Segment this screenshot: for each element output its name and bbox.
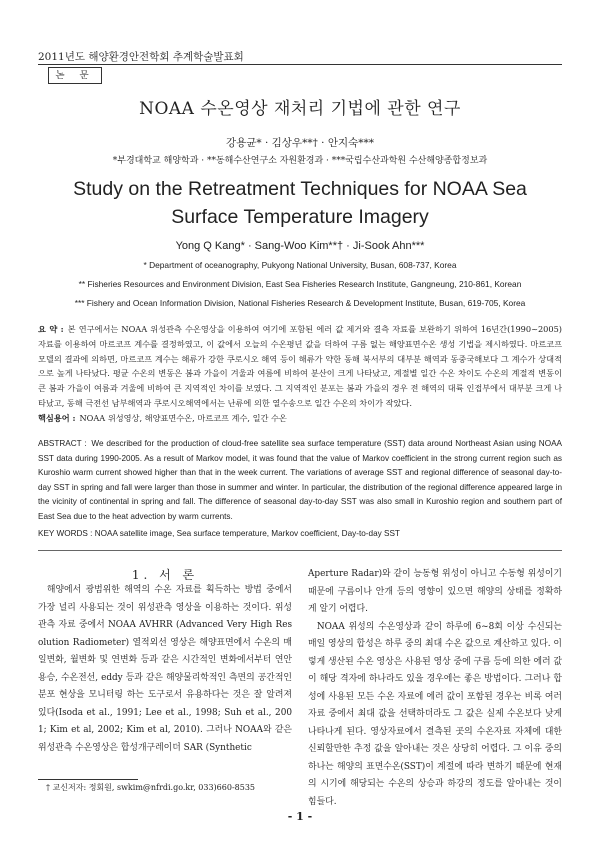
footnote-rule <box>38 779 138 780</box>
affiliation-english-2: ** Fisheries Resources and Environment Division, East Sea Fisheries Research Institute, Gangneung, 210-861, Korean <box>78 279 522 289</box>
body-right-column <box>308 566 562 811</box>
abstract-korean <box>38 322 562 411</box>
affiliation-english-1: * Department of oceanography, Pukyong National University, Busan, 608-737, Korea <box>143 260 457 270</box>
abstract-english-label: ABSTRACT : <box>38 439 87 448</box>
body-paragraph-3: NOAA 위성의 수온영상과 같이 하루에 6~8회 이상 수신되는 매일 영상의 합성은 하루 중의 최대 수온 값으로 계산하고 있다. 이렇게 생산된 수온 영상은 사용된 영상 중에 구름 등에 의한 에러 값이 해당 격자에 하나라도 있을 경우에는 좋은 방법이다. 그러나 합성에 사용된 모든 수온 자료에 에러 값이 포함된 경우는 비록 여러 자료 중에서 최대 값을 선택하더라도 그 값은 실제 수온보다 낮게 나타나게 된다. 영상자료에서 결측된 곳의 수온자료 자체에 대한 신뢰할만한 추정 값을 알아내는 것은 상당히 어렵다. 그 이유 중의 하나는 해양의 표면수온(SST)이 계절에 따라 변하기 때문에 현재의 시기에 해당되는 수온의 상승과 하강의 정도를 알아내는 것이 힘들다. <box>308 621 562 807</box>
affiliations-korean: *부경대학교 해양학과 · **동해수산연구소 자원환경과 · ***국립수산과학원 수산해양종합정보과 <box>112 156 488 166</box>
keywords-english-label: KEY WORDS : <box>38 529 93 538</box>
section-heading: 1. 서 론 <box>131 568 199 582</box>
affiliation-english-3: *** Fishery and Ocean Information Division, National Fisheries Research & Development Institute, Busan, 619-705, Korea <box>74 298 526 308</box>
authors-korean: 강용균* · 김상우**† · 안지숙*** <box>225 137 375 149</box>
keywords-korean-label: 핵심용어 : <box>38 413 76 423</box>
title-korean: NOAA 수온영상 재처리 기법에 관한 연구 <box>139 99 461 119</box>
header-rule <box>38 64 562 65</box>
conference-header: 2011년도 해양환경안전학회 추계학술발표회 <box>38 51 244 63</box>
body-paragraph-2: Aperture Radar)와 같이 능동형 위성이 아니고 수동형 위성이기 때문에 구름이나 안개 등의 영향이 있으면 해양의 상태를 정확하게 알기 어렵다. <box>308 569 562 614</box>
body-left-column <box>38 582 292 757</box>
category-badge: 논 문 <box>48 67 102 84</box>
abstract-korean-label: 요 약 : <box>38 324 64 334</box>
abstract-english-text: We described for the production of cloud-free satellite sea surface temperature (SST) data around Northeast Asian using NOAA SST data during 1990-2005. As a result of Markov model, it was found that the value of Markov coefficient in the strong current region such as Kuroshio warm current showed higher than that in the week current. The variations of average SST and regional difference of seasonal day-to-day SST in spring and fall were larger than those in summer and winter. In particular, the distribution of the regional difference appeared large in the vicinity of continental in spring and fall. The difference of seasonal day-to-day SST was also small in Kuroshio region and southern part of East Sea due to the heat advection by warm currents. <box>38 439 562 521</box>
keywords-english <box>38 529 562 538</box>
title-english: Study on the Retreatment Techniques for NOAA Sea Surface Temperature Imagery <box>73 178 527 228</box>
authors-english: Yong Q Kang* · Sang-Woo Kim**† · Ji-Sook Ahn*** <box>175 240 425 252</box>
abstract-korean-text: 본 연구에서는 NOAA 위성관측 수온영상을 이용하여 여기에 포함된 에러 값 제거와 결측 자료를 보완하기 위하여 16년간(1990~2005) 자료를 이용하여 마르코프 계수를 결정하였고, 이 값에서 오늘의 수온평년 값을 더하여 구름 없는 해양표면수온 생성 기법을 제시하였다. 마르코프 모델의 결과에 의하면, 마르코프 계수는 해류가 강한 쿠로시오 해역 등이 해류가 약한 동해 북서부의 대부분 해역과 동중국해보다 그 계수가 상대적으로 높게 나타났다. 평균 수온의 변동은 봄과 가을이 겨울과 여름에 비하여 분산이 크게 나타났고, 계절별 일간 수온 차이도 수온의 계절적 변동이 큰 봄과 가을이 여름과 겨울에 비하여 큰 지역적인 차이를 보였다. 그 지역적인 분포는 봄과 가을의 경우 전 해역의 대륙 인접부에서 대부분 크게 나타났고, 동해 극전선 남부해역과 쿠로시오해역에서는 난류에 의한 열수송으로 일간 수온의 차이가 작았다. <box>38 324 562 408</box>
body-paragraph-1: 해양에서 광범위한 해역의 수온 자료를 획득하는 방법 중에서 가장 널리 사용되는 것이 위성관측 영상을 이용하는 것이다. 위성관측 자료 중에서 NOAA AVHRR (Advanced Very High Resolution Radiometer) 열적외선 영상은 해양표면에서 수온의 매일변화, 월변화 및 연변화 등과 같은 시간적인 변화에서부터 연안용승, 수온전선, eddy 등과 같은 해양물리학적인 측면의 공간적인 분포 현상을 모니터링 하는 도구로서 유용하다는 것은 잘 알려져 있다(Isoda et al., 1991; Lee et al., 1998; Suh et al., 2001; Kim et al, 2002; Kim et al, 2010). 그러나 NOAA와 같은 위성관측 수온영상은 합성개구레이더 SAR (Synthetic <box>38 585 292 753</box>
keywords-english-text: NOAA satellite image, Sea surface temperature, Markov coefficient, Day-to-day SST <box>94 529 400 538</box>
abstract-english <box>38 437 562 525</box>
page-number: - 1 - <box>287 810 313 823</box>
keywords-korean-text: NOAA 위성영상, 해양표면수온, 마르코프 계수, 일간 수온 <box>79 413 287 423</box>
corresponding-author-footnote: † 교신저자: 정회원, swkim@nfrdi.go.kr, 033)660-8535 <box>46 783 256 792</box>
keywords-korean <box>38 413 562 424</box>
section-divider <box>38 550 562 551</box>
